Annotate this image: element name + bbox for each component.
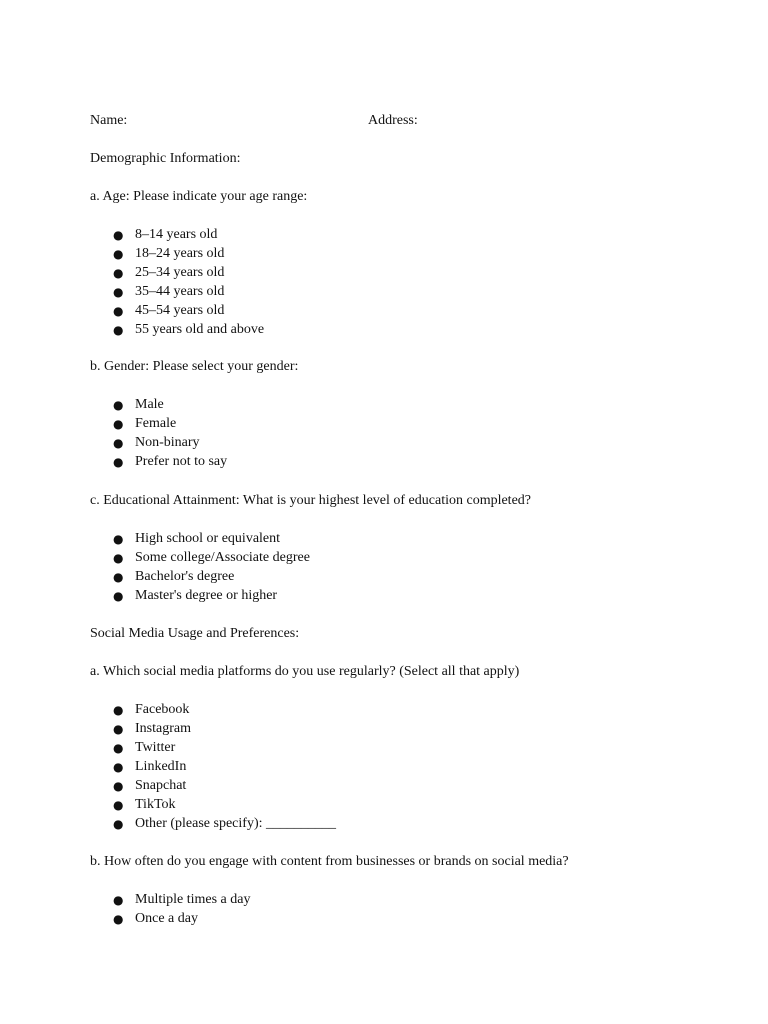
- list-item-label: Once a day: [135, 911, 198, 926]
- list-item-label: Non-binary: [135, 435, 200, 450]
- name-address-row: [90, 112, 690, 130]
- list-item: [90, 530, 310, 549]
- list-item-label: Female: [135, 416, 177, 431]
- bullet-icon: ●: [113, 323, 124, 337]
- name-label: Name:: [90, 113, 128, 128]
- bullet-icon: ●: [113, 570, 124, 584]
- list-item-label: Instagram: [135, 721, 191, 736]
- list-item-label: Prefer not to say: [135, 454, 228, 469]
- list-item: [90, 396, 227, 415]
- list-item-label: Other (please specify): __________: [135, 816, 336, 831]
- bullet-icon: ●: [113, 417, 124, 431]
- question-age: a. Age: Please indicate your age range:: [90, 189, 308, 204]
- list-item-label: Bachelor's degree: [135, 569, 235, 584]
- list-item: [90, 701, 336, 720]
- list-item: [90, 720, 336, 739]
- list-item: [90, 777, 336, 796]
- list-item-label: Some college/Associate degree: [135, 550, 310, 565]
- bullet-icon: ●: [113, 722, 124, 736]
- list-item-label: 55 years old and above: [135, 322, 265, 337]
- platforms-options-list: [90, 701, 336, 834]
- gender-options-list: [90, 396, 227, 472]
- list-item-label: TikTok: [135, 797, 176, 812]
- list-item: [90, 434, 227, 453]
- bullet-icon: ●: [113, 798, 124, 812]
- bullet-icon: ●: [113, 912, 124, 926]
- bullet-icon: ●: [113, 398, 124, 412]
- list-item: [90, 226, 264, 245]
- list-item: [90, 264, 264, 283]
- list-item: [90, 796, 336, 815]
- bullet-icon: ●: [113, 228, 124, 242]
- list-item: [90, 568, 310, 587]
- bullet-icon: ●: [113, 436, 124, 450]
- list-item: [90, 245, 264, 264]
- bullet-icon: ●: [113, 285, 124, 299]
- question-engagement: b. How often do you engage with content from businesses or brands on social media?: [90, 854, 569, 869]
- list-item: [90, 415, 227, 434]
- bullet-icon: ●: [113, 532, 124, 546]
- list-item-label: Male: [135, 397, 164, 412]
- bullet-icon: ●: [113, 589, 124, 603]
- list-item-label: Facebook: [135, 702, 190, 717]
- bullet-icon: ●: [113, 455, 124, 469]
- list-item: [90, 302, 264, 321]
- list-item: [90, 321, 264, 340]
- bullet-icon: ●: [113, 893, 124, 907]
- list-item-label: Master's degree or higher: [135, 588, 278, 603]
- bullet-icon: ●: [113, 741, 124, 755]
- list-item: [90, 283, 264, 302]
- bullet-icon: ●: [113, 817, 124, 831]
- age-options-list: [90, 226, 264, 340]
- list-item-label: Multiple times a day: [135, 892, 251, 907]
- address-label: Address:: [368, 113, 418, 128]
- bullet-icon: ●: [113, 247, 124, 261]
- question-platforms: a. Which social media platforms do you use regularly? (Select all that apply): [90, 664, 520, 679]
- engagement-options-list: [90, 891, 250, 929]
- section-title-demographic: Demographic Information:: [90, 151, 241, 166]
- list-item-label: Snapchat: [135, 778, 187, 793]
- bullet-icon: ●: [113, 703, 124, 717]
- list-item-label: Twitter: [135, 740, 176, 755]
- section-title-social: Social Media Usage and Preferences:: [90, 626, 300, 641]
- bullet-icon: ●: [113, 551, 124, 565]
- bullet-icon: ●: [113, 266, 124, 280]
- list-item-label: 35–44 years old: [135, 284, 225, 299]
- list-item: [90, 758, 336, 777]
- list-item-label: LinkedIn: [135, 759, 187, 774]
- question-education: c. Educational Attainment: What is your highest level of education completed?: [90, 493, 531, 508]
- bullet-icon: ●: [113, 779, 124, 793]
- list-item: [90, 891, 250, 910]
- list-item-label: 8–14 years old: [135, 227, 218, 242]
- question-gender: b. Gender: Please select your gender:: [90, 359, 299, 374]
- list-item: [90, 549, 310, 568]
- bullet-icon: ●: [113, 304, 124, 318]
- education-options-list: [90, 530, 310, 606]
- list-item: [90, 453, 227, 472]
- list-item-label: High school or equivalent: [135, 531, 281, 546]
- list-item: [90, 910, 250, 929]
- list-item: [90, 587, 310, 606]
- list-item: [90, 815, 336, 834]
- list-item-label: 18–24 years old: [135, 246, 225, 261]
- list-item-label: 25–34 years old: [135, 265, 225, 280]
- bullet-icon: ●: [113, 760, 124, 774]
- list-item-label: 45–54 years old: [135, 303, 225, 318]
- list-item: [90, 739, 336, 758]
